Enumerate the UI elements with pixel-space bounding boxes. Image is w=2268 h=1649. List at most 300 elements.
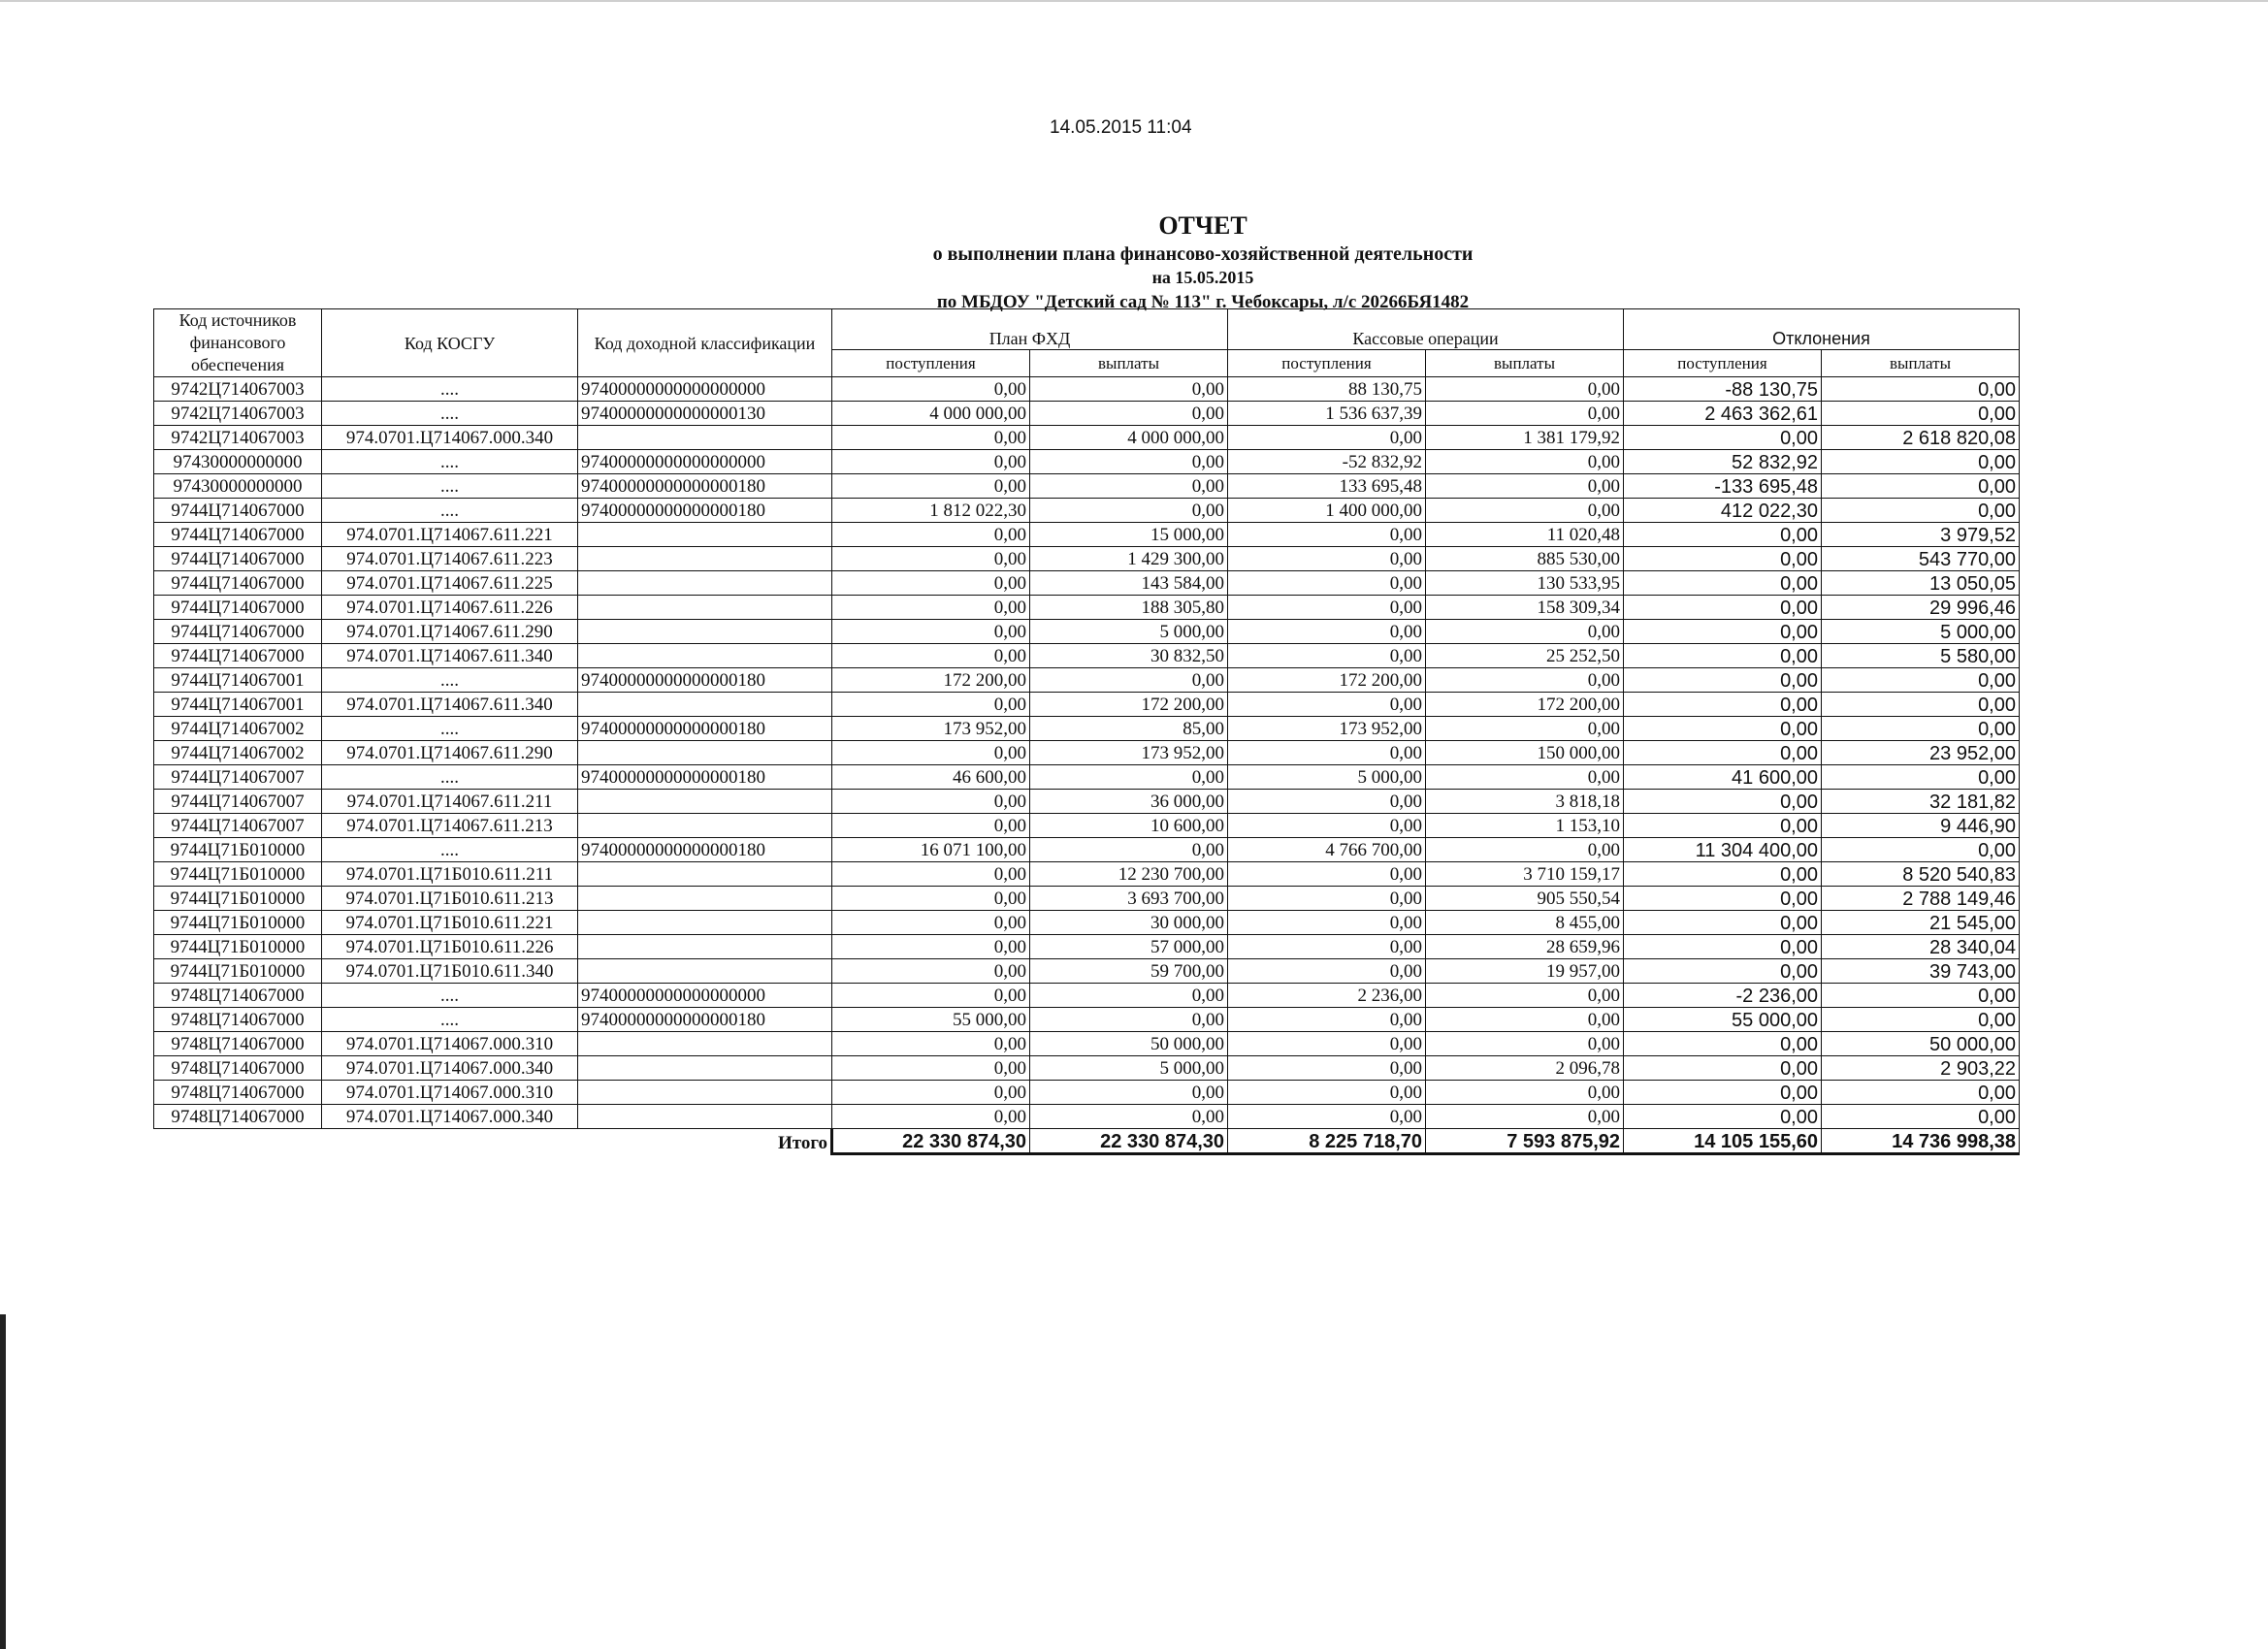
table-row	[154, 474, 2020, 499]
plan-receipts-cell: 0,00	[832, 911, 1030, 935]
table-row	[154, 741, 2020, 765]
kosgu-cell: 974.0701.Ц71Б010.611.211	[322, 862, 578, 887]
cash-receipts-cell: 133 695,48	[1228, 474, 1426, 499]
table-row	[154, 693, 2020, 717]
kosgu-cell: 974.0701.Ц714067.611.223	[322, 547, 578, 571]
table-row	[154, 765, 2020, 790]
kosgu-cell: 974.0701.Ц714067.611.213	[322, 814, 578, 838]
plan-payments-cell: 3 693 700,00	[1030, 887, 1228, 911]
cash-payments-cell: 0,00	[1426, 984, 1624, 1008]
cash-payments-cell: 19 957,00	[1426, 959, 1624, 984]
income-code-cell: 97400000000000000130	[578, 402, 832, 426]
report-header	[718, 210, 1688, 315]
dev-payments-cell: 39 743,00	[1822, 959, 2020, 984]
source-code-cell: 9744Ц71Б010000	[154, 935, 322, 959]
cash-payments-cell: 0,00	[1426, 1008, 1624, 1032]
dev-receipts-cell: -133 695,48	[1624, 474, 1822, 499]
plan-receipts-cell: 0,00	[832, 450, 1030, 474]
income-code-cell	[578, 887, 832, 911]
source-code-cell: 9748Ц714067000	[154, 1105, 322, 1129]
plan-payments-cell: 0,00	[1030, 499, 1228, 523]
kosgu-cell: 974.0701.Ц714067.611.290	[322, 620, 578, 644]
kosgu-cell: 974.0701.Ц714067.611.290	[322, 741, 578, 765]
scan-left-edge	[0, 1314, 6, 1649]
income-code-cell: 97400000000000000180	[578, 499, 832, 523]
income-code-cell: 97400000000000000000	[578, 984, 832, 1008]
source-code-cell: 9742Ц714067003	[154, 402, 322, 426]
table-row	[154, 596, 2020, 620]
source-code-cell: 9748Ц714067000	[154, 1008, 322, 1032]
dev-receipts-cell: 0,00	[1624, 935, 1822, 959]
dev-receipts-cell: 41 600,00	[1624, 765, 1822, 790]
plan-payments-cell: 12 230 700,00	[1030, 862, 1228, 887]
plan-receipts-cell: 0,00	[832, 814, 1030, 838]
table-row	[154, 717, 2020, 741]
dev-payments-cell: 5 580,00	[1822, 644, 2020, 668]
header-plan-payments: выплаты	[1030, 350, 1228, 377]
header-dev-payments: выплаты	[1822, 350, 2020, 377]
income-code-cell	[578, 814, 832, 838]
dev-receipts-cell: 0,00	[1624, 959, 1822, 984]
table-row	[154, 887, 2020, 911]
income-code-cell	[578, 741, 832, 765]
plan-payments-cell: 57 000,00	[1030, 935, 1228, 959]
kosgu-cell: ....	[322, 984, 578, 1008]
cash-payments-cell: 0,00	[1426, 450, 1624, 474]
total-dev-receipts: 14 105 155,60	[1624, 1129, 1822, 1154]
income-code-cell	[578, 1081, 832, 1105]
table-row	[154, 911, 2020, 935]
dev-payments-cell: 0,00	[1822, 765, 2020, 790]
table-row	[154, 959, 2020, 984]
cash-receipts-cell: 0,00	[1228, 1032, 1426, 1056]
income-code-cell	[578, 959, 832, 984]
dev-payments-cell: 0,00	[1822, 1105, 2020, 1129]
cash-payments-cell: 130 533,95	[1426, 571, 1624, 596]
cash-receipts-cell: 0,00	[1228, 1056, 1426, 1081]
cash-payments-cell: 0,00	[1426, 402, 1624, 426]
scan-top-edge	[0, 0, 2268, 2]
source-code-cell: 9748Ц714067000	[154, 1056, 322, 1081]
plan-payments-cell: 59 700,00	[1030, 959, 1228, 984]
source-code-cell: 9748Ц714067000	[154, 1032, 322, 1056]
plan-receipts-cell: 0,00	[832, 862, 1030, 887]
income-code-cell: 97400000000000000180	[578, 1008, 832, 1032]
plan-payments-cell: 10 600,00	[1030, 814, 1228, 838]
source-code-cell: 9748Ц714067000	[154, 1081, 322, 1105]
dev-receipts-cell: 2 463 362,61	[1624, 402, 1822, 426]
cash-payments-cell: 2 096,78	[1426, 1056, 1624, 1081]
dev-receipts-cell: 412 022,30	[1624, 499, 1822, 523]
table-row	[154, 426, 2020, 450]
plan-payments-cell: 172 200,00	[1030, 693, 1228, 717]
cash-receipts-cell: 0,00	[1228, 1105, 1426, 1129]
dev-payments-cell: 3 979,52	[1822, 523, 2020, 547]
kosgu-cell: 974.0701.Ц714067.611.221	[322, 523, 578, 547]
cash-payments-cell: 0,00	[1426, 838, 1624, 862]
dev-receipts-cell: 11 304 400,00	[1624, 838, 1822, 862]
plan-payments-cell: 188 305,80	[1030, 596, 1228, 620]
source-code-cell: 9744Ц714067000	[154, 644, 322, 668]
table-row	[154, 1008, 2020, 1032]
plan-payments-cell: 0,00	[1030, 450, 1228, 474]
cash-payments-cell: 158 309,34	[1426, 596, 1624, 620]
kosgu-cell: 974.0701.Ц71Б010.611.213	[322, 887, 578, 911]
cash-payments-cell: 0,00	[1426, 620, 1624, 644]
plan-payments-cell: 0,00	[1030, 474, 1228, 499]
cash-payments-cell: 3 710 159,17	[1426, 862, 1624, 887]
cash-payments-cell: 172 200,00	[1426, 693, 1624, 717]
dev-payments-cell: 0,00	[1822, 984, 2020, 1008]
cash-payments-cell: 1 153,10	[1426, 814, 1624, 838]
kosgu-cell: 974.0701.Ц714067.000.310	[322, 1032, 578, 1056]
plan-receipts-cell: 55 000,00	[832, 1008, 1030, 1032]
source-code-cell: 9742Ц714067003	[154, 377, 322, 402]
dev-receipts-cell: 0,00	[1624, 1081, 1822, 1105]
dev-payments-cell: 0,00	[1822, 693, 2020, 717]
print-timestamp: 14.05.2015 11:04	[1050, 117, 1192, 138]
dev-receipts-cell: 0,00	[1624, 620, 1822, 644]
income-code-cell	[578, 1105, 832, 1129]
cash-receipts-cell: 172 200,00	[1228, 668, 1426, 693]
income-code-cell	[578, 426, 832, 450]
table-row	[154, 862, 2020, 887]
source-code-cell: 9744Ц714067002	[154, 717, 322, 741]
table-row	[154, 1105, 2020, 1129]
cash-payments-cell: 0,00	[1426, 474, 1624, 499]
plan-receipts-cell: 0,00	[832, 984, 1030, 1008]
dev-receipts-cell: 0,00	[1624, 693, 1822, 717]
cash-receipts-cell: 0,00	[1228, 911, 1426, 935]
plan-payments-cell: 30 832,50	[1030, 644, 1228, 668]
dev-payments-cell: 0,00	[1822, 402, 2020, 426]
cash-receipts-cell: 0,00	[1228, 862, 1426, 887]
cash-payments-cell: 150 000,00	[1426, 741, 1624, 765]
dev-receipts-cell: -2 236,00	[1624, 984, 1822, 1008]
cash-receipts-cell: 1 400 000,00	[1228, 499, 1426, 523]
dev-receipts-cell: 0,00	[1624, 862, 1822, 887]
income-code-cell: 97400000000000000000	[578, 377, 832, 402]
income-code-cell	[578, 547, 832, 571]
table-row	[154, 814, 2020, 838]
header-plan-receipts: поступления	[832, 350, 1030, 377]
cash-payments-cell: 0,00	[1426, 717, 1624, 741]
source-code-cell: 9744Ц71Б010000	[154, 862, 322, 887]
table-row	[154, 668, 2020, 693]
kosgu-cell: 974.0701.Ц71Б010.611.221	[322, 911, 578, 935]
table-row	[154, 499, 2020, 523]
plan-payments-cell: 0,00	[1030, 668, 1228, 693]
plan-receipts-cell: 16 071 100,00	[832, 838, 1030, 862]
dev-payments-cell: 0,00	[1822, 838, 2020, 862]
kosgu-cell: 974.0701.Ц714067.000.340	[322, 1056, 578, 1081]
cash-payments-cell: 1 381 179,92	[1426, 426, 1624, 450]
dev-payments-cell: 5 000,00	[1822, 620, 2020, 644]
cash-payments-cell: 0,00	[1426, 377, 1624, 402]
source-code-cell: 9744Ц714067001	[154, 668, 322, 693]
income-code-cell	[578, 596, 832, 620]
dev-payments-cell: 29 996,46	[1822, 596, 2020, 620]
dev-payments-cell: 21 545,00	[1822, 911, 2020, 935]
header-plan: План ФХД	[832, 309, 1228, 350]
report-table	[153, 308, 2020, 1155]
dev-receipts-cell: 0,00	[1624, 741, 1822, 765]
income-code-cell	[578, 620, 832, 644]
source-code-cell: 9744Ц714067000	[154, 547, 322, 571]
kosgu-cell: 974.0701.Ц714067.611.340	[322, 693, 578, 717]
dev-receipts-cell: 0,00	[1624, 911, 1822, 935]
plan-receipts-cell: 0,00	[832, 1081, 1030, 1105]
cash-payments-cell: 25 252,50	[1426, 644, 1624, 668]
dev-receipts-cell: 0,00	[1624, 547, 1822, 571]
plan-receipts-cell: 0,00	[832, 935, 1030, 959]
kosgu-cell: 974.0701.Ц71Б010.611.226	[322, 935, 578, 959]
source-code-cell: 9744Ц714067000	[154, 620, 322, 644]
header-kosgu: Код КОСГУ	[322, 309, 578, 377]
dev-receipts-cell: 0,00	[1624, 1032, 1822, 1056]
table-row	[154, 450, 2020, 474]
income-code-cell	[578, 523, 832, 547]
dev-payments-cell: 543 770,00	[1822, 547, 2020, 571]
dev-payments-cell: 0,00	[1822, 1008, 2020, 1032]
table-row	[154, 644, 2020, 668]
header-cash-operations: Кассовые операции	[1228, 309, 1624, 350]
source-code-cell: 9744Ц714067000	[154, 499, 322, 523]
source-code-cell: 9744Ц714067007	[154, 790, 322, 814]
cash-payments-cell: 3 818,18	[1426, 790, 1624, 814]
cash-payments-cell: 0,00	[1426, 765, 1624, 790]
plan-payments-cell: 0,00	[1030, 377, 1228, 402]
cash-receipts-cell: 0,00	[1228, 620, 1426, 644]
income-code-cell	[578, 693, 832, 717]
table-row	[154, 1032, 2020, 1056]
source-code-cell: 97430000000000	[154, 474, 322, 499]
plan-receipts-cell: 0,00	[832, 741, 1030, 765]
plan-receipts-cell: 0,00	[832, 693, 1030, 717]
table-row	[154, 620, 2020, 644]
totals-label: Итого	[777, 1132, 827, 1153]
source-code-cell: 9744Ц714067007	[154, 814, 322, 838]
dev-receipts-cell: 0,00	[1624, 668, 1822, 693]
table-row	[154, 984, 2020, 1008]
dev-payments-cell: 50 000,00	[1822, 1032, 2020, 1056]
header-income-code: Код доходной классификации	[578, 309, 832, 377]
cash-receipts-cell: 0,00	[1228, 571, 1426, 596]
kosgu-cell: 974.0701.Ц714067.000.340	[322, 1105, 578, 1129]
report-subtitle: о выполнении плана финансово-хозяйственной деятельности	[932, 243, 1474, 265]
kosgu-cell: ....	[322, 838, 578, 862]
cash-receipts-cell: 5 000,00	[1228, 765, 1426, 790]
cash-receipts-cell: 1 536 637,39	[1228, 402, 1426, 426]
table-row	[154, 1081, 2020, 1105]
plan-payments-cell: 85,00	[1030, 717, 1228, 741]
kosgu-cell: 974.0701.Ц714067.000.310	[322, 1081, 578, 1105]
table-row	[154, 790, 2020, 814]
income-code-cell	[578, 790, 832, 814]
cash-payments-cell: 905 550,54	[1426, 887, 1624, 911]
dev-receipts-cell: -88 130,75	[1624, 377, 1822, 402]
cash-receipts-cell: 0,00	[1228, 644, 1426, 668]
dev-receipts-cell: 52 832,92	[1624, 450, 1822, 474]
cash-receipts-cell: 0,00	[1228, 935, 1426, 959]
table-row	[154, 523, 2020, 547]
report-date: на 15.05.2015	[1151, 268, 1254, 287]
plan-receipts-cell: 46 600,00	[832, 765, 1030, 790]
cash-payments-cell: 0,00	[1426, 1105, 1624, 1129]
header-cash-receipts: поступления	[1228, 350, 1426, 377]
cash-receipts-cell: 0,00	[1228, 693, 1426, 717]
kosgu-cell: ....	[322, 450, 578, 474]
income-code-cell	[578, 1056, 832, 1081]
income-code-cell: 97400000000000000000	[578, 450, 832, 474]
source-code-cell: 9744Ц71Б010000	[154, 959, 322, 984]
cash-receipts-cell: 0,00	[1228, 959, 1426, 984]
table-row	[154, 377, 2020, 402]
dev-payments-cell: 23 952,00	[1822, 741, 2020, 765]
plan-payments-cell: 36 000,00	[1030, 790, 1228, 814]
plan-receipts-cell: 0,00	[832, 887, 1030, 911]
dev-payments-cell: 28 340,04	[1822, 935, 2020, 959]
plan-payments-cell: 0,00	[1030, 1008, 1228, 1032]
header-dev-receipts: поступления	[1624, 350, 1822, 377]
cash-payments-cell: 0,00	[1426, 1032, 1624, 1056]
plan-receipts-cell: 0,00	[832, 959, 1030, 984]
plan-payments-cell: 173 952,00	[1030, 741, 1228, 765]
cash-receipts-cell: 4 766 700,00	[1228, 838, 1426, 862]
source-code-cell: 9744Ц714067007	[154, 765, 322, 790]
plan-receipts-cell: 0,00	[832, 571, 1030, 596]
cash-receipts-cell: 88 130,75	[1228, 377, 1426, 402]
plan-receipts-cell: 0,00	[832, 620, 1030, 644]
totals-row	[154, 1129, 2020, 1154]
plan-payments-cell: 0,00	[1030, 765, 1228, 790]
cash-payments-cell: 0,00	[1426, 1081, 1624, 1105]
cash-receipts-cell: 0,00	[1228, 523, 1426, 547]
cash-payments-cell: 8 455,00	[1426, 911, 1624, 935]
dev-payments-cell: 13 050,05	[1822, 571, 2020, 596]
dev-payments-cell: 0,00	[1822, 450, 2020, 474]
plan-receipts-cell: 0,00	[832, 547, 1030, 571]
table-row	[154, 838, 2020, 862]
dev-receipts-cell: 0,00	[1624, 1105, 1822, 1129]
dev-receipts-cell: 0,00	[1624, 644, 1822, 668]
kosgu-cell: ....	[322, 765, 578, 790]
source-code-cell: 9744Ц71Б010000	[154, 887, 322, 911]
cash-receipts-cell: 0,00	[1228, 790, 1426, 814]
income-code-cell: 97400000000000000180	[578, 765, 832, 790]
plan-receipts-cell: 0,00	[832, 523, 1030, 547]
source-code-cell: 9744Ц714067000	[154, 523, 322, 547]
income-code-cell	[578, 911, 832, 935]
income-code-cell	[578, 935, 832, 959]
income-code-cell: 97400000000000000180	[578, 668, 832, 693]
cash-receipts-cell: -52 832,92	[1228, 450, 1426, 474]
cash-receipts-cell: 0,00	[1228, 1081, 1426, 1105]
income-code-cell	[578, 862, 832, 887]
dev-receipts-cell: 0,00	[1624, 814, 1822, 838]
dev-receipts-cell: 0,00	[1624, 887, 1822, 911]
table-row	[154, 402, 2020, 426]
plan-payments-cell: 30 000,00	[1030, 911, 1228, 935]
dev-payments-cell: 0,00	[1822, 668, 2020, 693]
dev-payments-cell: 0,00	[1822, 717, 2020, 741]
dev-receipts-cell: 0,00	[1624, 717, 1822, 741]
total-plan-receipts: 22 330 874,30	[832, 1129, 1030, 1154]
dev-payments-cell: 8 520 540,83	[1822, 862, 2020, 887]
cash-receipts-cell: 0,00	[1228, 426, 1426, 450]
total-cash-receipts: 8 225 718,70	[1228, 1129, 1426, 1154]
kosgu-cell: ....	[322, 377, 578, 402]
source-code-cell: 9744Ц714067001	[154, 693, 322, 717]
plan-payments-cell: 4 000 000,00	[1030, 426, 1228, 450]
kosgu-cell: 974.0701.Ц71Б010.611.340	[322, 959, 578, 984]
cash-receipts-cell: 0,00	[1228, 1008, 1426, 1032]
plan-payments-cell: 0,00	[1030, 1081, 1228, 1105]
plan-payments-cell: 15 000,00	[1030, 523, 1228, 547]
plan-payments-cell: 0,00	[1030, 838, 1228, 862]
kosgu-cell: 974.0701.Ц714067.611.225	[322, 571, 578, 596]
plan-receipts-cell: 172 200,00	[832, 668, 1030, 693]
plan-receipts-cell: 4 000 000,00	[832, 402, 1030, 426]
source-code-cell: 9748Ц714067000	[154, 984, 322, 1008]
kosgu-cell: ....	[322, 1008, 578, 1032]
plan-payments-cell: 0,00	[1030, 1105, 1228, 1129]
report-organization: по МБДОУ "Детский сад № 113" г. Чебоксары, л/с 20266БЯ1482	[936, 292, 1470, 312]
cash-receipts-cell: 0,00	[1228, 741, 1426, 765]
dev-receipts-cell: 0,00	[1624, 571, 1822, 596]
kosgu-cell: ....	[322, 402, 578, 426]
dev-payments-cell: 0,00	[1822, 1081, 2020, 1105]
table-row	[154, 935, 2020, 959]
plan-receipts-cell: 0,00	[832, 1056, 1030, 1081]
dev-payments-cell: 0,00	[1822, 474, 2020, 499]
source-code-cell: 9744Ц71Б010000	[154, 838, 322, 862]
plan-receipts-cell: 1 812 022,30	[832, 499, 1030, 523]
dev-payments-cell: 2 788 149,46	[1822, 887, 2020, 911]
cash-payments-cell: 11 020,48	[1426, 523, 1624, 547]
cash-receipts-cell: 0,00	[1228, 887, 1426, 911]
source-code-cell: 9744Ц714067002	[154, 741, 322, 765]
plan-receipts-cell: 0,00	[832, 377, 1030, 402]
dev-payments-cell: 0,00	[1822, 377, 2020, 402]
plan-receipts-cell: 173 952,00	[832, 717, 1030, 741]
kosgu-cell: ....	[322, 474, 578, 499]
income-code-cell: 97400000000000000180	[578, 838, 832, 862]
dev-receipts-cell: 55 000,00	[1624, 1008, 1822, 1032]
dev-receipts-cell: 0,00	[1624, 523, 1822, 547]
table-row	[154, 547, 2020, 571]
dev-receipts-cell: 0,00	[1624, 596, 1822, 620]
plan-payments-cell: 5 000,00	[1030, 1056, 1228, 1081]
cash-receipts-cell: 0,00	[1228, 596, 1426, 620]
kosgu-cell: ....	[322, 717, 578, 741]
plan-receipts-cell: 0,00	[832, 644, 1030, 668]
kosgu-cell: 974.0701.Ц714067.611.340	[322, 644, 578, 668]
plan-payments-cell: 50 000,00	[1030, 1032, 1228, 1056]
plan-receipts-cell: 0,00	[832, 596, 1030, 620]
header-source-code: Код источников финансового обеспечения	[154, 309, 322, 377]
source-code-cell: 97430000000000	[154, 450, 322, 474]
kosgu-cell: 974.0701.Ц714067.000.340	[322, 426, 578, 450]
plan-receipts-cell: 0,00	[832, 1105, 1030, 1129]
source-code-cell: 9742Ц714067003	[154, 426, 322, 450]
header-deviations: Отклонения	[1624, 309, 2020, 350]
dev-receipts-cell: 0,00	[1624, 790, 1822, 814]
table-row	[154, 571, 2020, 596]
cash-payments-cell: 885 530,00	[1426, 547, 1624, 571]
header-cash-payments: выплаты	[1426, 350, 1624, 377]
dev-payments-cell: 9 446,90	[1822, 814, 2020, 838]
